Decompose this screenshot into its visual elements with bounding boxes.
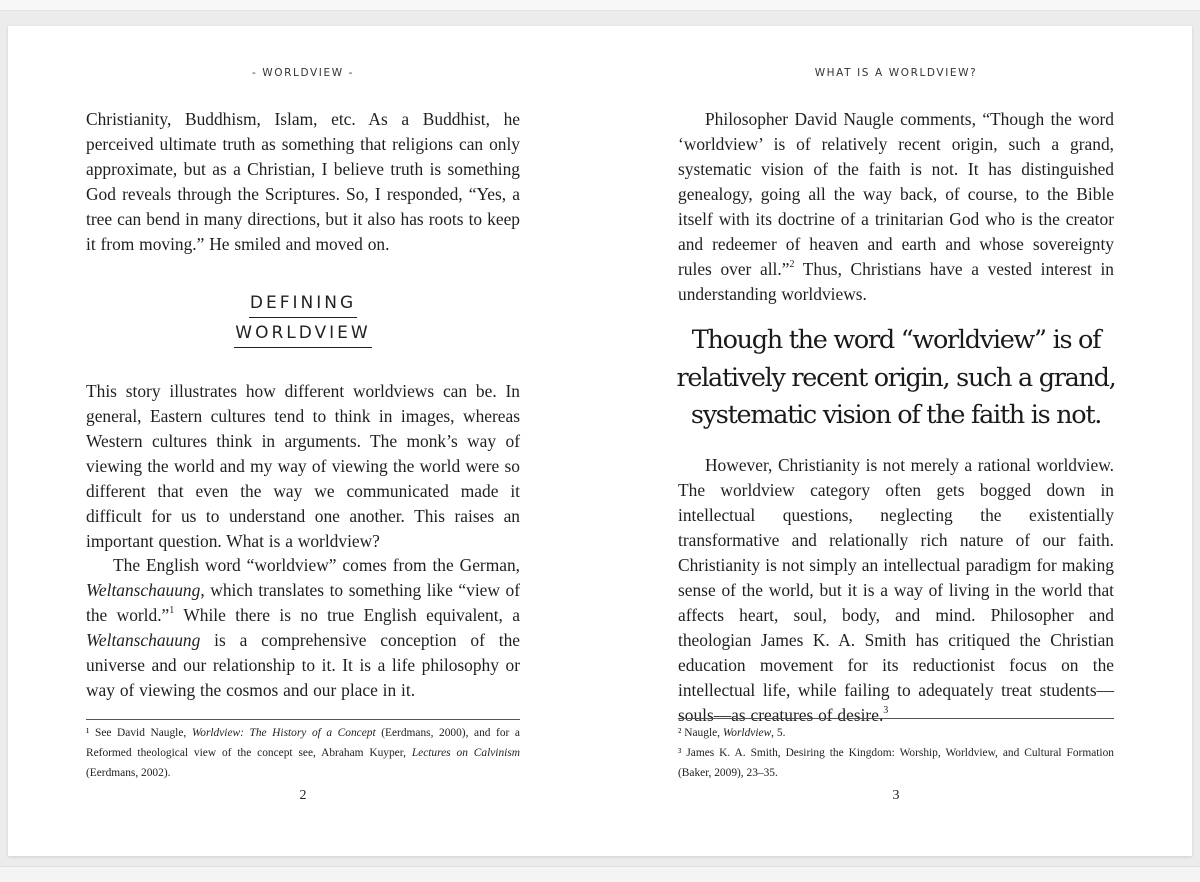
page-number-right: 3 — [892, 788, 900, 803]
footnotes-right — [678, 723, 1114, 783]
term-weltanschauung-2: Weltanschauung — [86, 630, 201, 650]
left-page — [86, 26, 520, 856]
footnote-1-text-b: (Eerdmans, 2000), and for a Reformed theological view of the concept see, Abraham Kuyper, — [86, 727, 520, 759]
right-para2-text: However, Christianity is not merely a rational worldview. The worldview category often gets bogged down in intellectual questions, neglecting the existentially transformative and relationally rich nature of our faith. Christianity is not simply an intellectual paradigm for making sense of the world, but it is a way of living in the world that affects heart, soul, body, and mind. Philosopher and theologian James K. A. Smith has critiqued the Christian education movement for its reductionist focus on the intellectual life, while failing to adequately treat students—souls—as creatures of desire. — [678, 455, 1114, 725]
section-heading-line-2: WORLDVIEW — [234, 320, 371, 348]
footnote-divider-right — [678, 718, 1114, 719]
footnote-1-text-c: (Eerdmans, 2002). — [86, 767, 171, 779]
term-weltanschauung: Weltanschauung — [86, 580, 201, 600]
right-page — [678, 26, 1114, 856]
running-head-right: WHAT IS A WORLDVIEW? — [814, 67, 978, 79]
section-heading — [86, 288, 520, 348]
para3-text-a: The English word “worldview” comes from the German, — [113, 555, 520, 575]
right-para1-text-b: Thus, Christians have a vested interest in understanding worldviews. — [678, 259, 1114, 304]
right-paragraph-1 — [678, 107, 1114, 307]
viewer-bottom-bar — [0, 866, 1200, 882]
pull-quote: Though the word “worldview” is of relatively recent origin, such a grand, systematic vision of the faith is not. — [676, 325, 1116, 430]
footnote-1 — [86, 723, 520, 783]
para3-text-d: is a comprehensive conception of the universe and our relationship to it. It is a life philosophy or way of viewing the cosmos and our place in it. — [86, 630, 520, 700]
footnote-3: ³ James K. A. Smith, Desiring the Kingdom: Worship, Worldview, and Cultural Formation (Baker, 2009), 23–35. — [678, 747, 1114, 779]
footnote-2-title: Worldview — [722, 727, 772, 739]
footnote-2-number: ² — [678, 727, 682, 739]
footnotes-left — [86, 723, 520, 783]
footnote-ref-1[interactable]: 1 — [169, 605, 175, 617]
left-paragraph-1: Christianity, Buddhism, Islam, etc. As a Buddhist, he perceived ultimate truth as something that religions can only approximate, but as a Christian, I believe truth is something God reveals through the Scriptures. So, I responded, “Yes, a tree can bend in many directions, but it also has roots to keep it from moving.” He smiled and moved on. — [86, 109, 520, 254]
footnote-1-text-a: See David Naugle, — [89, 727, 192, 739]
para3-text-b: , which translates to something like “view of the world.” — [86, 580, 520, 625]
footnote-2-text-a: Naugle, — [681, 727, 723, 739]
footnote-1-title-1: Worldview: The History of a Concept — [191, 727, 376, 739]
left-paragraph-2: This story illustrates how different worldviews can be. In general, Eastern cultures tend to think in images, whereas Western cultures think in arguments. The monk’s way of viewing the world and my way of viewing the world were so different that even the way we communicated made it difficult for us to understand one another. This raises an important question. What is a worldview? — [86, 381, 520, 551]
right-para1-text-a: Philosopher David Naugle comments, “Though the word ‘worldview’ is of relatively recent origin, such a grand, systematic vision of the faith is not. It has distinguished genealogy, going all the way back, of course, to the Bible itself with its doctrine of a trinitarian God who is the creator and redeemer of heaven and earth and whose sovereignty rules over all.” — [678, 109, 1114, 279]
running-head-left: - WORLDVIEW - — [251, 67, 355, 79]
footnote-ref-2[interactable]: 2 — [789, 259, 795, 271]
footnote-2 — [678, 723, 1114, 743]
footnote-2-text-b: , 5. — [771, 727, 786, 739]
left-paragraph-3 — [86, 553, 520, 703]
viewer-top-bar — [0, 0, 1200, 11]
book-spread — [8, 26, 1192, 856]
page-number-left: 2 — [299, 788, 307, 803]
right-paragraph-2 — [678, 453, 1114, 728]
footnote-ref-3[interactable]: 3 — [883, 705, 889, 717]
footnote-divider-left — [86, 719, 520, 720]
footnote-1-title-2: Lectures on Calvinism — [411, 747, 520, 759]
section-heading-line-1: DEFINING — [249, 290, 357, 318]
para3-text-c: While there is no true English equivalent, a — [174, 605, 520, 625]
footnote-1-number: ¹ — [86, 727, 90, 739]
